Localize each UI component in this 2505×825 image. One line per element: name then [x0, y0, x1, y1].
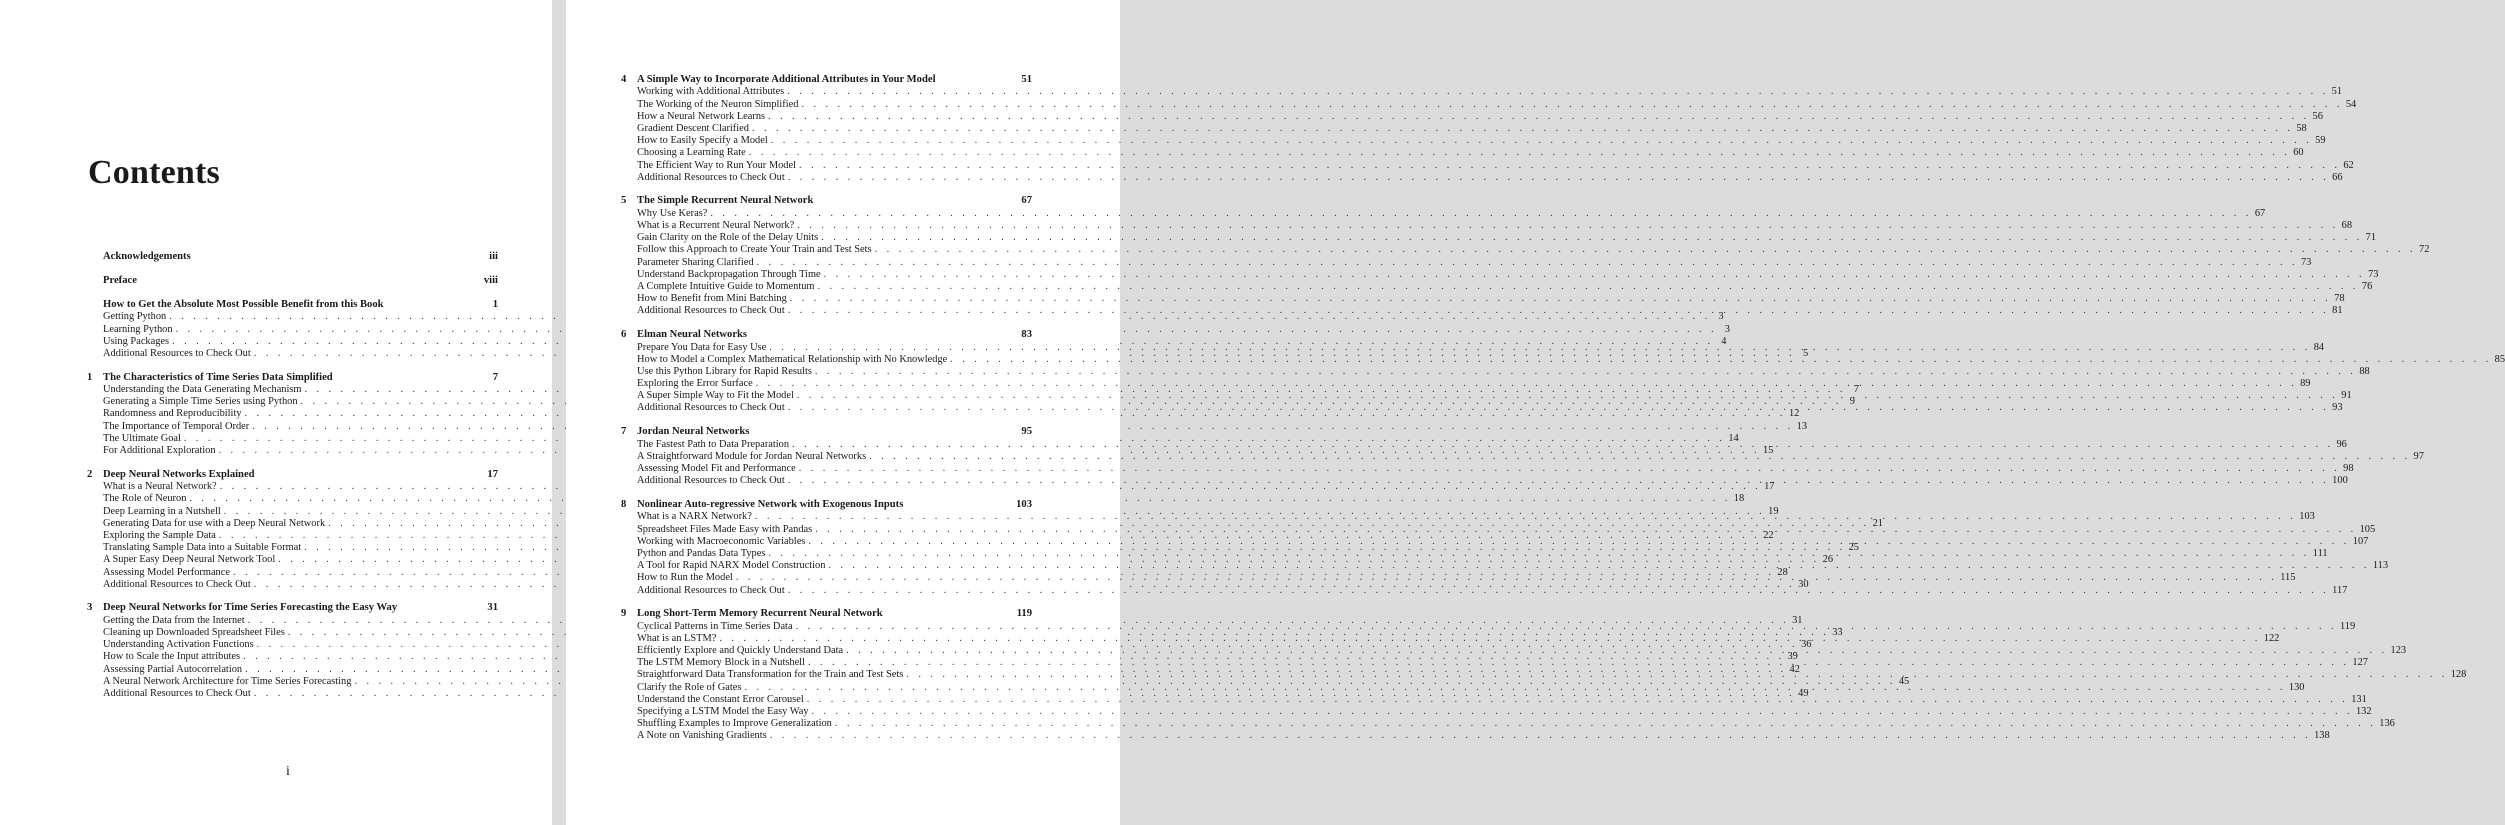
- dot-leader: [788, 475, 2329, 487]
- section-page-number: 119: [2339, 620, 2356, 632]
- section-title: Understand the Constant Error Carousel: [637, 693, 804, 705]
- section-title: Deep Learning in a Nutshell: [103, 505, 221, 517]
- section-page-number: 76: [2361, 281, 2373, 292]
- toc-chapter-heading[interactable]: [87, 299, 498, 311]
- dot-leader: [906, 669, 2447, 681]
- chapter-number: 1: [87, 371, 93, 383]
- chapter-title: Deep Neural Networks Explained: [103, 468, 255, 480]
- section-title: Assessing Model Fit and Performance: [637, 463, 796, 475]
- dot-leader: [756, 378, 2297, 390]
- chapter-title: Elman Neural Networks: [637, 329, 748, 341]
- toc-chapter-heading[interactable]: [621, 499, 1032, 511]
- section-page-number: 78: [2334, 293, 2345, 305]
- chapter-number: 3: [87, 602, 93, 614]
- section-page-number: 54: [2345, 98, 2357, 110]
- toc-section-entry[interactable]: [621, 110, 2323, 123]
- dot-leader: [799, 160, 2340, 172]
- toc-section-entry[interactable]: [621, 341, 2325, 354]
- section-page-number: 68: [2341, 220, 2353, 232]
- section-page-number: 85: [2494, 353, 2505, 365]
- section-page-number: 138: [2314, 730, 2330, 742]
- chapter-page-number: 1: [492, 298, 498, 310]
- section-title: Efficiently Explore and Quickly Understand Data: [637, 645, 844, 657]
- toc-chapter: [621, 74, 2357, 184]
- section-title: Specifying a LSTM Model the Easy Way: [637, 706, 809, 717]
- section-title: The Working of the Neuron Simplified: [637, 98, 799, 110]
- section-title: Additional Resources to Check Out: [637, 475, 785, 487]
- section-page-number: 117: [2332, 584, 2348, 596]
- chapter-page-number: 103: [1016, 499, 1032, 510]
- section-title: Understanding Activation Functions: [103, 639, 254, 651]
- chapter-page-number: 31: [487, 602, 498, 614]
- toc-chapter: [621, 195, 2430, 317]
- section-title: Gain Clarity on the Role of the Delay Units: [637, 232, 819, 244]
- section-title: Exploring the Error Surface: [637, 378, 753, 390]
- section-page-number: 128: [2450, 669, 2467, 681]
- section-page-number: 17: [1764, 481, 1775, 493]
- section-page-number: 14: [1728, 432, 1739, 444]
- dot-leader: [790, 293, 2331, 305]
- section-page-number: 30: [1798, 578, 1809, 590]
- section-title: Using Packages: [103, 335, 170, 347]
- toc-section-entry[interactable]: [621, 171, 2343, 184]
- dot-leader: [768, 111, 2309, 123]
- section-title: Learning Python: [103, 323, 173, 335]
- section-page-number: 15: [1762, 445, 1774, 457]
- section-title: Getting Python: [103, 311, 167, 323]
- section-page-number: 81: [2332, 305, 2343, 317]
- chapter-page-number: 119: [1016, 608, 1032, 620]
- section-page-number: 113: [2372, 560, 2389, 572]
- dot-leader: [787, 86, 2328, 98]
- section-title: Choosing a Learning Rate: [637, 147, 746, 159]
- dot-leader: [768, 548, 2309, 560]
- section-title: Generating a Simple Time Series using Python: [103, 396, 298, 408]
- section-title: Additional Resources to Check Out: [637, 305, 785, 317]
- dot-leader: [788, 585, 2329, 597]
- toc-section-entry[interactable]: [621, 353, 2505, 366]
- section-page-number: 4: [1721, 335, 1727, 347]
- toc-section-entry[interactable]: [621, 244, 2430, 256]
- section-title: Additional Resources to Check Out: [103, 347, 251, 359]
- section-title: Understanding the Data Generating Mechanism: [103, 384, 302, 396]
- toc-chapter-heading[interactable]: [87, 602, 498, 614]
- section-title: Prepare You Data for Easy Use: [637, 341, 767, 353]
- section-page-number: 25: [1848, 542, 1859, 554]
- section-title: Generating Data for use with a Deep Neural Network: [103, 517, 326, 529]
- section-title: Follow this Approach to Create Your Train and Test Sets: [637, 244, 872, 256]
- page-number: i: [286, 764, 290, 779]
- section-title: Shuffling Examples to Improve Generalization: [637, 718, 832, 730]
- dot-leader: [815, 524, 2356, 536]
- dot-leader: [797, 390, 2338, 402]
- toc-section-entry[interactable]: [621, 135, 2326, 147]
- section-page-number: 98: [2343, 463, 2354, 475]
- chapter-title: Jordan Neural Networks: [637, 426, 750, 438]
- page-title: Contents: [88, 154, 220, 191]
- section-title: The Importance of Temporal Order: [103, 420, 250, 432]
- toc-chapter: [87, 251, 498, 263]
- dot-leader: [875, 244, 2416, 256]
- section-title: A Note on Vanishing Gradients: [637, 730, 767, 742]
- dot-leader: [812, 706, 2353, 718]
- section-page-number: 130: [2288, 681, 2305, 693]
- section-title: Additional Resources to Check Out: [637, 171, 785, 183]
- section-page-number: 42: [1789, 663, 1800, 675]
- section-page-number: 45: [1898, 675, 1910, 687]
- section-page-number: 26: [1822, 554, 1834, 566]
- section-title: Use this Python Library for Rapid Results: [637, 365, 812, 377]
- dot-leader: [788, 402, 2329, 414]
- section-page-number: 59: [2315, 135, 2326, 147]
- toc-chapter-heading[interactable]: [621, 426, 1032, 438]
- dot-leader: [788, 172, 2329, 184]
- toc-section-entry[interactable]: [621, 86, 2343, 98]
- section-title: How to Model a Complex Mathematical Relationship with No Knowledge: [637, 353, 948, 365]
- section-page-number: 36: [1801, 639, 1812, 651]
- section-title: Translating Sample Data into a Suitable Format: [103, 542, 302, 554]
- section-title: Additional Resources to Check Out: [637, 402, 785, 414]
- section-title: What is a Recurrent Neural Network?: [637, 220, 795, 232]
- toc-chapter-heading[interactable]: [621, 608, 1032, 620]
- section-page-number: 88: [2359, 365, 2370, 377]
- section-title: Exploring the Sample Data: [103, 529, 216, 541]
- section-page-number: 132: [2355, 706, 2372, 717]
- section-title: The LSTM Memory Block in a Nutshell: [637, 657, 805, 669]
- section-page-number: 136: [2379, 718, 2395, 730]
- section-page-number: 5: [1802, 347, 1809, 359]
- chapter-title: Acknowledgements: [103, 251, 191, 262]
- section-page-number: 12: [1788, 408, 1800, 420]
- section-page-number: 21: [1872, 517, 1883, 529]
- section-page-number: 58: [2296, 122, 2307, 134]
- section-title: How a Neural Network Learns: [637, 110, 766, 122]
- dot-leader: [769, 342, 2310, 354]
- section-page-number: 28: [1777, 566, 1788, 578]
- chapter-title: Nonlinear Auto-regressive Network with Exogenous Inputs: [637, 499, 904, 510]
- section-page-number: 72: [2419, 244, 2430, 256]
- chapter-number: 6: [621, 329, 627, 341]
- section-title: Additional Resources to Check Out: [103, 688, 251, 699]
- section-page-number: 13: [1796, 420, 1808, 432]
- section-title: A Complete Intuitive Guide to Momentum: [637, 281, 815, 292]
- section-title: A Super Easy Deep Neural Network Tool: [103, 554, 276, 566]
- toc-section-entry[interactable]: [621, 256, 2312, 269]
- toc-chapter-heading[interactable]: [621, 329, 1032, 341]
- chapter-number: 5: [621, 195, 627, 207]
- section-page-number: 93: [2332, 402, 2343, 414]
- section-page-number: 3: [1724, 323, 1730, 335]
- section-title: Randomness and Reproducibility: [103, 408, 242, 420]
- chapter-number: 4: [621, 74, 627, 85]
- section-title: What is a NARX Network?: [637, 511, 752, 523]
- chapter-page-number: 67: [1021, 195, 1032, 207]
- toc-section-entry[interactable]: [621, 207, 2266, 220]
- dot-leader: [818, 281, 2359, 293]
- toc-section-entry[interactable]: [621, 98, 2357, 111]
- section-title: Clarify the Role of Gates: [637, 681, 742, 693]
- section-page-number: 67: [2254, 207, 2266, 219]
- dot-leader: [770, 730, 2311, 742]
- section-page-number: 7: [1853, 384, 1859, 396]
- section-page-number: 18: [1733, 493, 1745, 505]
- toc-section-entry[interactable]: [621, 293, 2345, 305]
- dot-leader: [744, 682, 2285, 694]
- section-title: How to Easily Specify a Model: [637, 135, 768, 147]
- dot-leader: [828, 560, 2369, 572]
- section-page-number: 91: [2341, 390, 2352, 402]
- section-page-number: 97: [2413, 450, 2424, 462]
- section-page-number: 107: [2352, 535, 2369, 547]
- dot-leader: [771, 135, 2312, 147]
- dot-leader: [835, 718, 2376, 730]
- toc-section-entry[interactable]: [621, 220, 2353, 232]
- section-page-number: 111: [2312, 547, 2328, 559]
- toc-chapter-heading[interactable]: [87, 469, 498, 481]
- dot-leader: [755, 511, 2296, 523]
- section-page-number: 84: [2313, 341, 2325, 353]
- dot-leader: [807, 694, 2348, 706]
- section-page-number: 3: [1718, 311, 1724, 323]
- section-title: Working with Additional Attributes: [637, 86, 785, 98]
- section-title: For Additional Exploration: [103, 445, 216, 457]
- toc-section-entry[interactable]: [621, 305, 2343, 317]
- section-page-number: 62: [2343, 159, 2354, 171]
- dot-leader: [796, 621, 2337, 633]
- section-page-number: 73: [2300, 256, 2312, 268]
- chapter-number: 2: [87, 468, 93, 480]
- section-page-number: 51: [2331, 86, 2343, 98]
- dot-leader: [808, 657, 2349, 669]
- toc-chapter: [87, 275, 498, 287]
- chapter-page-number: 95: [1021, 426, 1032, 438]
- section-title: Additional Resources to Check Out: [103, 578, 251, 590]
- section-title: Additional Resources to Check Out: [637, 584, 785, 596]
- toc-chapter-heading[interactable]: [87, 372, 498, 384]
- section-title: Straightforward Data Transformation for the Train and Test Sets: [637, 669, 904, 681]
- section-title: A Straightforward Module for Jordan Neural Networks: [637, 450, 867, 462]
- toc-chapter-heading[interactable]: [621, 74, 1032, 86]
- section-title: The Efficient Way to Run Your Model: [637, 159, 796, 171]
- dot-leader: [846, 645, 2387, 657]
- section-page-number: 89: [2300, 378, 2311, 390]
- section-page-number: 19: [1768, 505, 1779, 517]
- dot-leader: [752, 123, 2293, 135]
- section-title: Why Use Keras?: [637, 207, 708, 219]
- section-title: What is a Neural Network?: [103, 481, 217, 493]
- section-title: Spreadsheet Files Made Easy with Pandas: [637, 523, 813, 535]
- dot-leader: [719, 633, 2260, 645]
- chapter-title: Deep Neural Networks for Time Series Forecasting the Easy Way: [103, 602, 398, 614]
- section-title: Cleaning up Downloaded Spreadsheet Files: [103, 627, 285, 639]
- toc-section-entry[interactable]: [621, 365, 2370, 378]
- toc-section-entry[interactable]: [621, 159, 2354, 172]
- toc-section-entry[interactable]: [621, 268, 2379, 281]
- toc-section-entry[interactable]: [621, 378, 2311, 390]
- section-title: A Tool for Rapid NARX Model Construction: [637, 560, 826, 572]
- dot-leader: [869, 451, 2410, 463]
- section-page-number: 66: [2332, 171, 2343, 183]
- section-page-number: 73: [2368, 268, 2379, 280]
- section-title: Gradient Descent Clarified: [637, 122, 749, 134]
- chapter-page-number: 17: [487, 468, 498, 480]
- dot-leader: [757, 257, 2298, 269]
- section-title: What is an LSTM?: [637, 632, 717, 644]
- section-title: Python and Pandas Data Types: [637, 547, 766, 559]
- section-title: A Super Simple Way to Fit the Model: [637, 390, 794, 402]
- section-title: How to Run the Model: [637, 572, 733, 584]
- section-title: How to Benefit from Mini Batching: [637, 293, 787, 305]
- chapter-page-number: iii: [489, 251, 498, 262]
- section-title: How to Scale the Input attributes: [103, 651, 241, 663]
- dot-leader: [821, 232, 2362, 244]
- dot-leader: [815, 366, 2356, 378]
- chapter-number: 7: [621, 426, 627, 438]
- section-page-number: 9: [1849, 396, 1855, 408]
- section-page-number: 49: [1798, 688, 1809, 699]
- toc-section-entry[interactable]: [621, 463, 2354, 475]
- chapter-number: 9: [621, 608, 627, 620]
- chapter-number: 8: [621, 499, 627, 510]
- dot-leader: [799, 463, 2340, 475]
- dot-leader: [792, 439, 2333, 451]
- section-title: The Fastest Path to Data Preparation: [637, 438, 790, 450]
- section-page-number: 33: [1832, 627, 1843, 639]
- section-page-number: 56: [2312, 110, 2323, 122]
- section-page-number: 127: [2352, 657, 2368, 669]
- toc-chapter-heading[interactable]: [87, 275, 498, 287]
- chapter-title: The Characteristics of Time Series Data Simplified: [103, 371, 333, 383]
- toc-section-entry[interactable]: [621, 232, 2377, 244]
- dot-leader: [788, 305, 2329, 317]
- section-page-number: 60: [2293, 147, 2304, 159]
- dot-leader: [950, 354, 2491, 366]
- section-title: Working with Macroeconomic Variables: [637, 535, 806, 547]
- section-page-number: 103: [2299, 511, 2315, 523]
- chapter-page-number: 51: [1021, 74, 1032, 85]
- section-page-number: 96: [2336, 438, 2347, 450]
- toc-section-entry[interactable]: [621, 718, 2395, 730]
- section-title: Understand Backpropagation Through Time: [637, 268, 821, 280]
- dot-leader: [749, 147, 2290, 159]
- toc-section-entry[interactable]: [621, 390, 2352, 402]
- section-page-number: 22: [1763, 529, 1774, 541]
- toc-section-entry[interactable]: [621, 122, 2307, 135]
- chapter-page-number: viii: [483, 274, 498, 286]
- toc-section-entry[interactable]: [621, 281, 2373, 293]
- section-title: Parameter Sharing Clarified: [637, 256, 754, 268]
- chapter-title: Long Short-Term Memory Recurrent Neural Network: [637, 608, 883, 620]
- chapter-title: Preface: [103, 274, 137, 286]
- section-title: Getting the Data from the Internet: [103, 614, 245, 626]
- dot-leader: [801, 99, 2342, 111]
- chapter-title: The Simple Recurrent Neural Network: [637, 195, 814, 207]
- chapter-page-number: 7: [492, 371, 498, 383]
- toc-chapter-heading[interactable]: [87, 251, 498, 263]
- section-page-number: 71: [2365, 232, 2377, 244]
- section-title: Assessing Partial Autocorrelation: [103, 663, 243, 675]
- section-page-number: 122: [2263, 632, 2280, 644]
- section-page-number: 115: [2280, 572, 2296, 584]
- section-page-number: 105: [2359, 523, 2376, 535]
- dot-leader: [797, 220, 2338, 232]
- section-title: Cyclical Patterns in Time Series Data: [637, 620, 793, 632]
- toc-section-entry[interactable]: [621, 147, 2304, 159]
- toc-section-entry[interactable]: [621, 706, 2372, 718]
- toc-chapter-heading[interactable]: [621, 195, 1032, 207]
- chapter-page-number: 83: [1021, 329, 1032, 341]
- dot-leader: [736, 572, 2277, 584]
- dot-leader: [824, 269, 2365, 281]
- section-title: Assessing Model Performance: [103, 566, 230, 578]
- toc-section-entry[interactable]: [621, 730, 2330, 742]
- section-title: The Role of Neuron: [103, 493, 187, 505]
- dot-leader: [808, 536, 2349, 548]
- dot-leader: [710, 208, 2251, 220]
- section-title: The Ultimate Goal: [103, 432, 181, 444]
- section-page-number: 100: [2332, 475, 2348, 487]
- section-page-number: 31: [1792, 614, 1803, 626]
- section-page-number: 39: [1787, 651, 1798, 663]
- section-page-number: 123: [2390, 645, 2407, 657]
- chapter-title: How to Get the Absolute Most Possible Benefit from this Book: [103, 298, 384, 310]
- chapter-title: A Simple Way to Incorporate Additional Attributes in Your Model: [637, 74, 936, 85]
- section-title: A Neural Network Architecture for Time Series Forecasting: [103, 675, 352, 687]
- section-page-number: 131: [2351, 693, 2367, 705]
